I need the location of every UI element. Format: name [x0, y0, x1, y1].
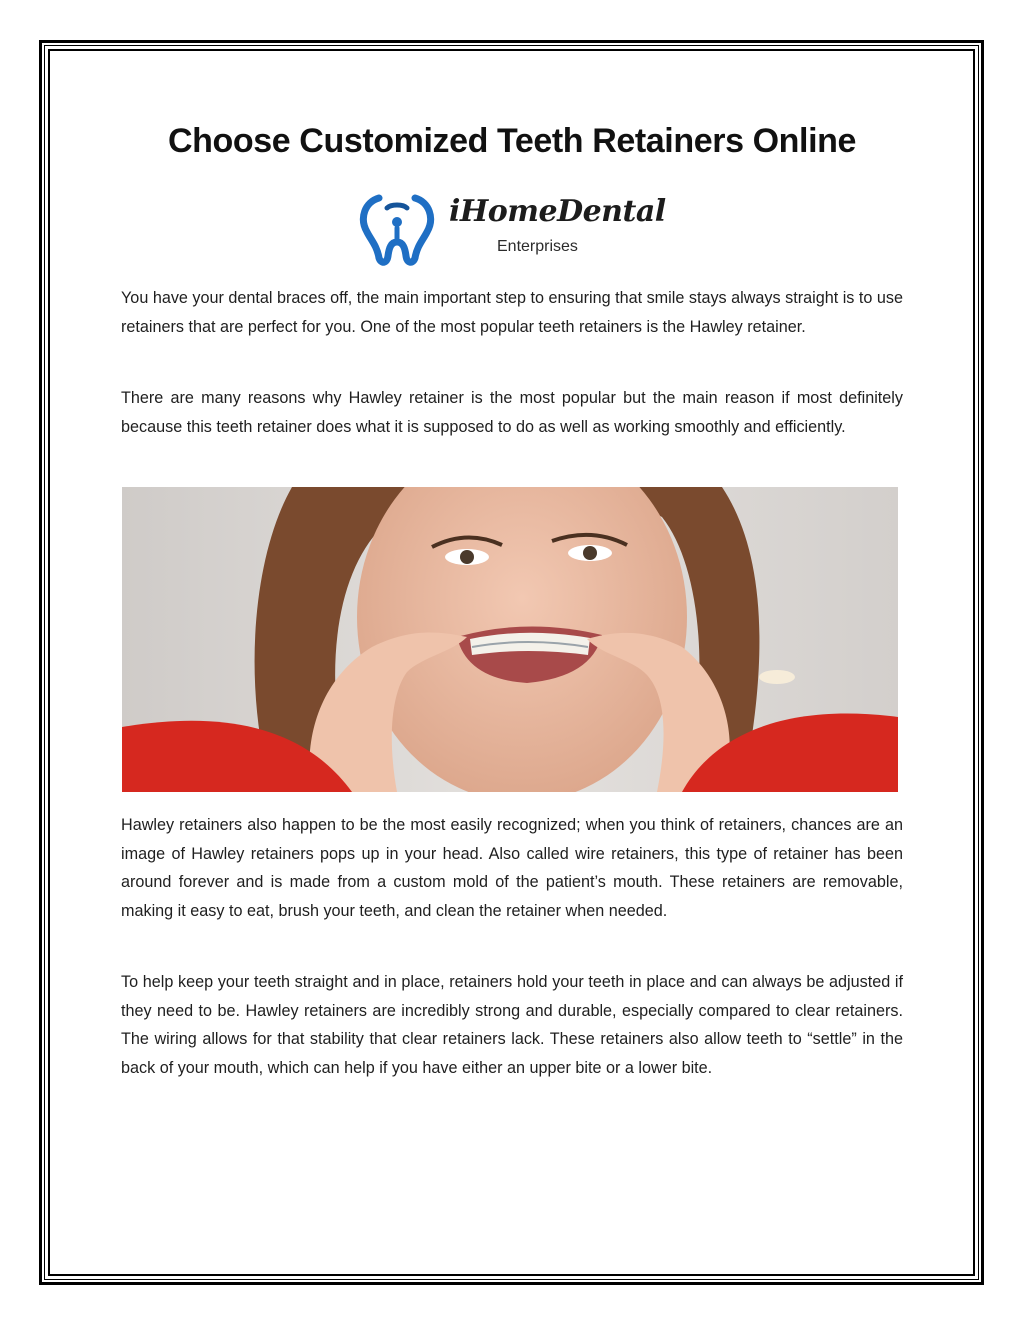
- woman-with-retainer-photo: [122, 487, 898, 792]
- tooth-logo-icon: [357, 192, 437, 267]
- paragraph-stability: To help keep your teeth straight and in place, retainers hold your teeth in place and can always be adjusted if they need to be. Hawley retainers are incredibly strong and durable, especially compared to clear retainers. The wiring allows for that stability that clear retainers lack. These retainers also allow teeth to “settle” in the back of your mouth, which can help if you have either an upper bite or a lower bite.: [121, 973, 903, 1078]
- photo-illustration: [122, 487, 898, 792]
- logo-brand-text: iHomeDental: [449, 194, 666, 229]
- company-logo: [357, 192, 666, 267]
- paragraph-intro: You have your dental braces off, the main important step to ensuring that smile stays always straight is to use retainers that are perfect for you. One of the most popular teeth retainers is the Hawley retainer.: [121, 289, 903, 336]
- paragraph-recognized: Hawley retainers also happen to be the most easily recognized; when you think of retainers, chances are an image of Hawley retainers pops up in your head. Also called wire retainers, this type of retainer has been around forever and is made from a custom mold of the patient’s mouth. These retainers are removable, making it easy to eat, brush your teeth, and clean the retainer when needed.: [121, 816, 903, 921]
- paragraph-reasons: There are many reasons why Hawley retainer is the most popular but the main reason if most definitely because this teeth retainer does what it is supposed to do as well as working smoothly and efficiently.: [121, 389, 903, 436]
- logo-subtitle: Enterprises: [497, 238, 578, 255]
- page-title: Choose Customized Teeth Retainers Online: [167, 122, 857, 160]
